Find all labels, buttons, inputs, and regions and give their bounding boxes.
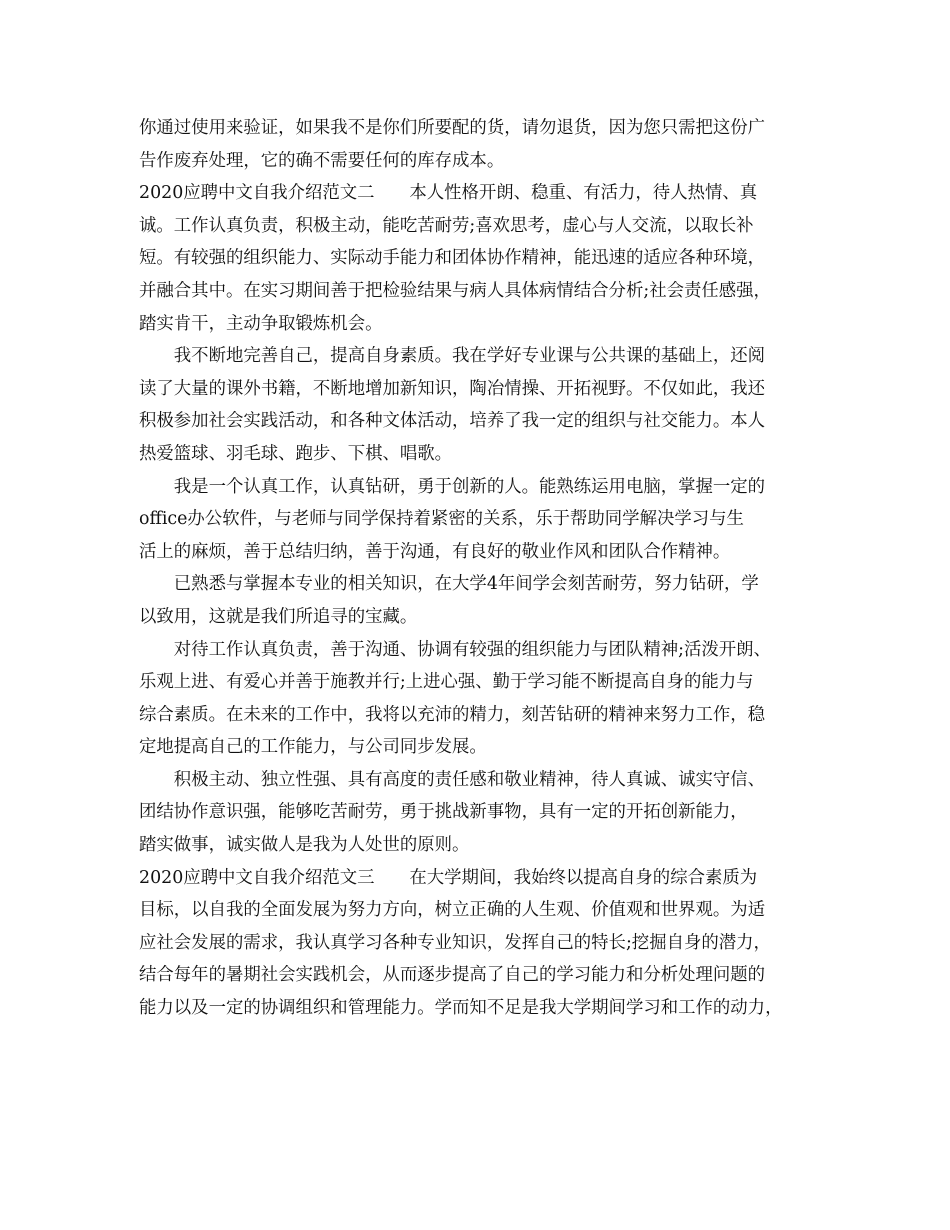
text-line: 我不断地完善自己，提高自身素质。我在学好专业课与公共课的基础上，还阅 [139, 346, 766, 367]
text-line: 我是一个认真工作，认真钻研，勇于创新的人。能熟练运用电脑，掌握一定的 [139, 476, 766, 497]
text-line: 对待工作认真负责，善于沟通、协调有较强的组织能力与团队精神;活泼开朗、 [139, 639, 771, 660]
text-line: 2020应聘中文自我介绍范文三 在大学期间，我始终以提高自身的综合素质为 [139, 867, 758, 888]
text-line: 踏实肯干，主动争取锻炼机会。 [139, 313, 383, 334]
text-line: 2020应聘中文自我介绍范文二 本人性格开朗、稳重、有活力，待人热情、真 [139, 183, 758, 204]
text-line: 诚。工作认真负责，积极主动，能吃苦耐劳;喜欢思考，虚心与人交流，以取长补 [139, 215, 754, 236]
text-line: 团结协作意识强，能够吃苦耐劳，勇于挑战新事物，具有一定的开拓创新能力， [139, 802, 748, 823]
text-line: 踏实做事，诚实做人是我为人处世的原则。 [139, 835, 470, 856]
text-line: 并融合其中。在实习期间善于把检验结果与病人具体病情结合分析;社会责任感强， [139, 280, 771, 301]
text-line: office办公软件，与老师与同学保持着紧密的关系，乐于帮助同学解决学习与生 [139, 509, 744, 530]
text-line: 已熟悉与掌握本专业的相关知识，在大学4年间学会刻苦耐劳，努力钻研，学 [139, 574, 759, 595]
text-line: 热爱篮球、羽毛球、跑步、下棋、唱歌。 [139, 443, 453, 464]
text-line: 结合每年的暑期社会实践机会，从而逐步提高了自己的学习能力和分析处理问题的 [139, 965, 766, 986]
text-line: 定地提高自己的工作能力，与公司同步发展。 [139, 737, 487, 758]
text-line: 以致用，这就是我们所追寻的宝藏。 [139, 606, 418, 627]
text-line: 综合素质。在未来的工作中，我将以充沛的精力，刻苦钻研的精神来努力工作，稳 [139, 704, 766, 725]
text-line: 活上的麻烦，善于总结归纳，善于沟通，有良好的敬业作风和团队合作精神。 [139, 541, 731, 562]
text-line: 短。有较强的组织能力、实际动手能力和团体协作精神，能迅速的适应各种环境， [139, 248, 766, 269]
text-line: 积极主动、独立性强、具有高度的责任感和敬业精神，待人真诚、诚实守信、 [139, 769, 766, 790]
text-line: 你通过使用来验证，如果我不是你们所要配的货，请勿退货，因为您只需把这份广 [139, 118, 766, 138]
text-line: 能力以及一定的协调组织和管理能力。学而知不足是我大学期间学习和工作的动力， [139, 998, 783, 1019]
text-line: 乐观上进、有爱心并善于施教并行;上进心强、勤于学习能不断提高自身的能力与 [139, 672, 754, 693]
text-line: 读了大量的课外书籍，不断地增加新知识，陶冶情操、开拓视野。不仅如此，我还 [139, 378, 766, 399]
text-line: 目标，以自我的全面发展为努力方向，树立正确的人生观、价值观和世界观。为适 [139, 900, 766, 921]
document-body [139, 112, 839, 1025]
text-line: 应社会发展的需求，我认真学习各种专业知识，发挥自己的特长;挖掘自身的潜力， [139, 932, 771, 953]
text-line: 告作废弃处理，它的确不需要任何的库存成本。 [139, 150, 505, 171]
text-line: 积极参加社会实践活动，和各种文体活动，培养了我一定的组织与社交能力。本人 [139, 411, 766, 432]
